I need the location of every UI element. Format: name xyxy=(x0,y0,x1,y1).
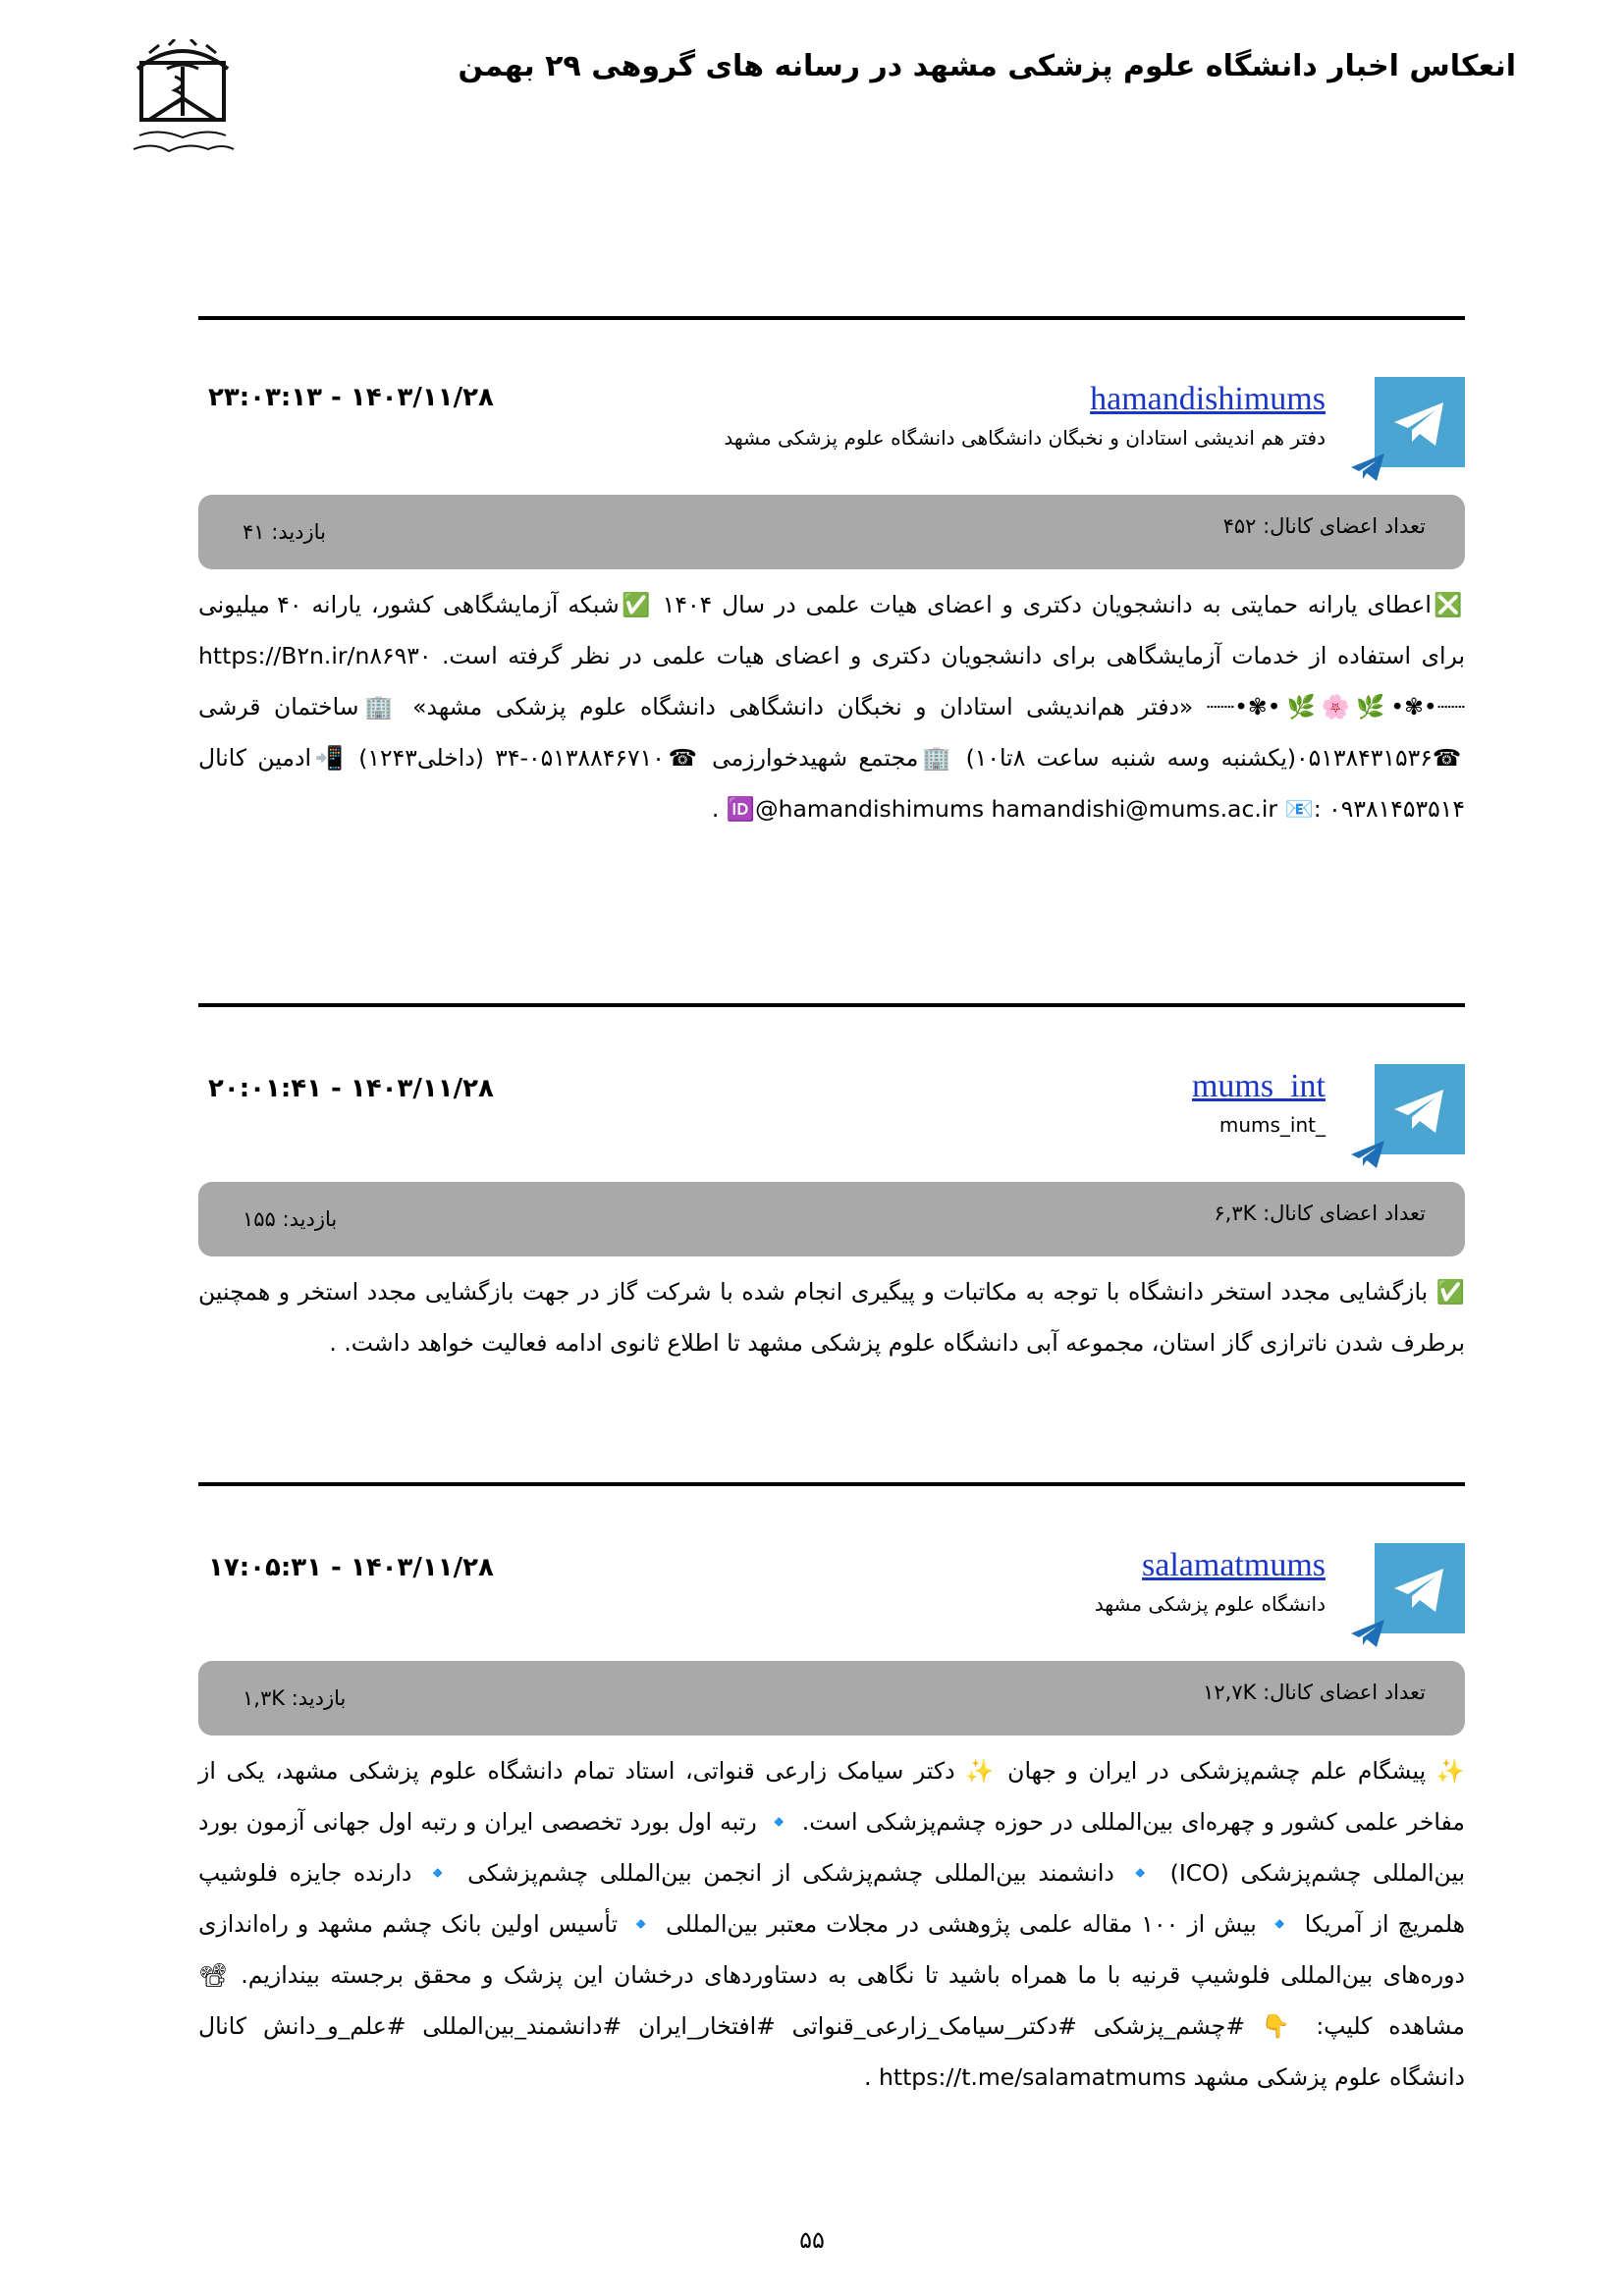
news-entry-1 xyxy=(198,316,1465,895)
telegram-icon xyxy=(1375,1064,1465,1154)
post-body-text: ✨ پیشگام علم چشم‌پزشکی در ایران و جهان ✨ دکتر سیامک زارعی قنواتی، استاد تمام دانشگاه علوم پزشکی مشهد، یکی از مفاخر علمی کشور و چهره‌ای بین‌المللی در حوزه چشم‌پزشکی است. 🔹 رتبه اول بورد تخصصی ایران و رتبه اول جهانی آزمون بورد بین‌المللی چشم‌پزشکی (ICO) 🔹 دانشمند بین‌المللی چشم‌پزشکی از انجمن بین‌المللی چشم‌پزشکی 🔹 دارنده جایزه فلوشیپ هلمریچ از آمریکا 🔹 بیش از ۱۰۰ مقاله علمی پژوهشی در مجلات معتبر بین‌المللی 🔹 تأسیس اولین بانک چشم مشهد و راه‌اندازی دوره‌های بین‌المللی فلوشیپ قرنیه با ما همراه باشید تا نگاهی به دستاوردهای درخشان این پزشک و محقق برجسته بیندازیم. 📽 مشاهده کلیپ: 👇 #چشم_پزشکی #دکتر_سیامک_زارعی_قنواتی #افتخار_ایران #دانشمند_بین‌المللی #علم_و_دانش کانال دانشگاه علوم پزشکی مشهد https://t.me/salamatmums . xyxy=(198,1757,1465,2091)
entry-separator xyxy=(198,316,1465,320)
channel-subtitle: mums_int_ xyxy=(1218,1113,1326,1137)
news-entry-3 xyxy=(198,1482,1465,2110)
entry-separator xyxy=(198,1003,1465,1007)
post-views-count: بازدید: ۱۵۵ xyxy=(243,1207,338,1231)
post-datetime: ۱۷:۰۵:۳۱ - ۱۴۰۳/۱۱/۲۸ xyxy=(208,1553,494,1582)
channel-name-link[interactable]: mums_int xyxy=(1191,1068,1326,1104)
post-datetime: ۲۳:۰۳:۱۳ - ۱۴۰۳/۱۱/۲۸ xyxy=(208,383,494,412)
page-number: ۵۵ xyxy=(799,2226,825,2254)
channel-stats-bar xyxy=(198,1182,1465,1256)
post-body-text: ❎اعطای یارانه حمایتی به دانشجویان دکتری و اعضای هیات علمی در سال ۱۴۰۴ ✅شبکه آزمایشگاهی کشور، یارانه ۴۰ میلیونی برای استفاده از خدمات آزمایشگاهی برای دانشجویان دکتری و اعضای هیات علمی در نظر گرفته است. https://B۲n.ir/n۸۶۹۳۰ ┈┈•✾•🌿🌸🌿•✾•┈┈ «دفتر هم‌اندیشی استادان و نخبگان دانشگاهی دانشگاه علوم پزشکی مشهد» 🏢ساختمان قرشی ☎۰۵۱۳۸۴۳۱۵۳۶(یکشنبه وسه شنبه ساعت ۸تا۱۰) 🏢مجتمع شهیدخوارزمی ☎۰۵۱۳۸۸۴۶۷۱۰-۳۴ (داخلی۱۲۴۳) 📲ادمین کانال ۰۹۳۸۱۴۵۳۵۱۴ :📧 🆔@hamandishimums hamandishi@mums.ac.ir . xyxy=(198,591,1465,823)
post-views-count: بازدید: ۴۱ xyxy=(243,520,326,544)
telegram-icon xyxy=(1375,377,1465,467)
university-seal-icon xyxy=(120,39,245,165)
channel-stats-bar xyxy=(198,495,1465,569)
channel-name-link[interactable]: salamatmums xyxy=(1142,1547,1326,1583)
post-datetime: ۲۰:۰۱:۴۱ - ۱۴۰۳/۱۱/۲۸ xyxy=(208,1074,494,1103)
channel-name-link[interactable]: hamandishimums xyxy=(1090,381,1326,417)
telegram-icon xyxy=(1375,1543,1465,1633)
channel-members-count: تعداد اعضای کانال: ۴۵۲ xyxy=(1222,514,1426,538)
post-body-text: ✅ بازگشایی مجدد استخر دانشگاه با توجه به مکاتبات و پیگیری انجام شده با شرکت گاز در جهت بازگشایی مجدد استخر و همچنین برطرف شدن ناترازی گاز استان، مجموعه آبی دانشگاه علوم پزشکی مشهد تا اطلاع ثانوی ادامه فعالیت خواهد داشت. . xyxy=(198,1278,1465,1357)
entry-separator xyxy=(198,1482,1465,1486)
channel-members-count: تعداد اعضای کانال: ۱۲,۷K xyxy=(1203,1681,1426,1704)
channel-subtitle: دانشگاه علوم پزشکی مشهد xyxy=(1094,1592,1326,1616)
post-views-count: بازدید: ۱,۳K xyxy=(243,1686,347,1710)
page-title: انعکاس اخبار دانشگاه علوم پزشکی مشهد در رسانه های گروهی ۲۹ بهمن xyxy=(458,49,1516,83)
page-header xyxy=(108,39,1516,177)
university-logo xyxy=(120,39,245,165)
channel-subtitle: دفتر هم اندیشی استادان و نخبگان دانشگاهی دانشگاه علوم پزشکی مشهد xyxy=(724,426,1326,450)
channel-members-count: تعداد اعضای کانال: ۶,۳K xyxy=(1214,1201,1426,1225)
news-entry-2 xyxy=(198,1003,1465,1435)
channel-stats-bar xyxy=(198,1661,1465,1735)
